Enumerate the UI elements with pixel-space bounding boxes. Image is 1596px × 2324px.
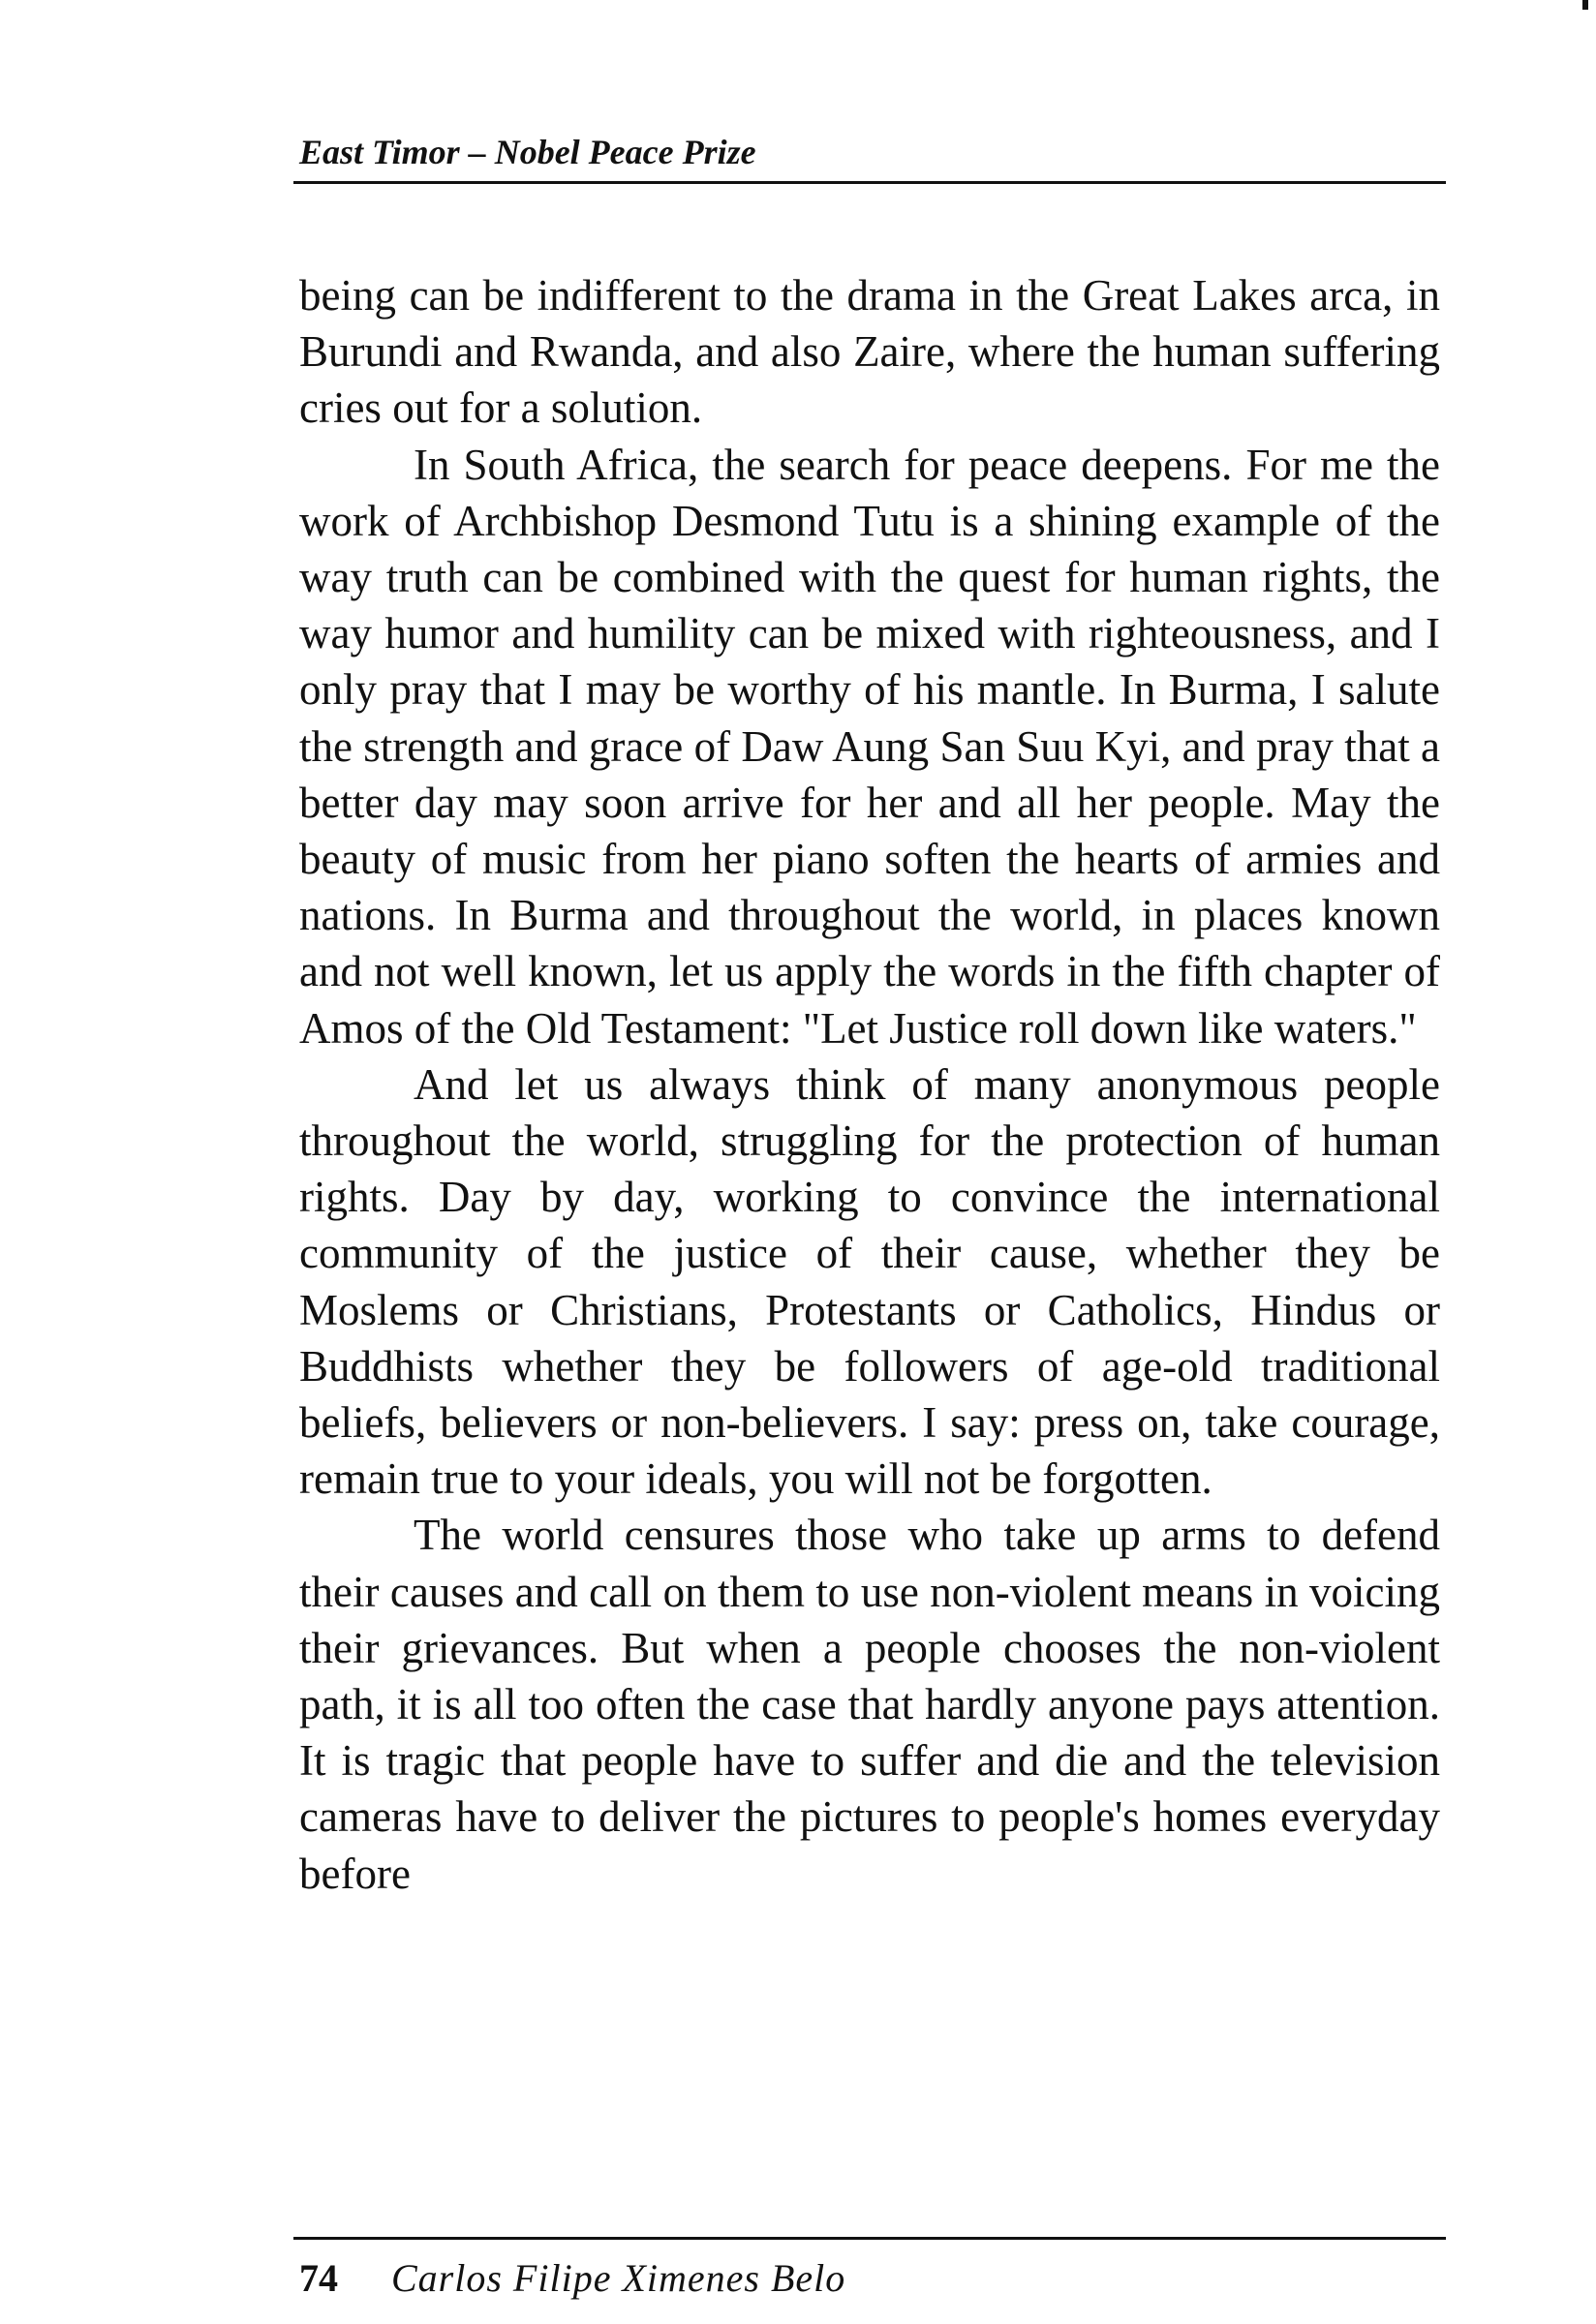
- author-name: Carlos Filipe Ximenes Belo: [391, 2256, 846, 2300]
- paragraph-2: In South Africa, the search for peace deepens. For me the work of Archbishop Desmond Tutu is a shining example of the way truth can be combined with the quest for human rights, the way humor and humility can be mixed with righteousness, and I only pray that I may be worthy of his mantle. In Burma, I salute the strength and grace of Daw Aung San Suu Kyi, and pray that a better day may soon arrive for her and all her people. May the beauty of music from her piano soften the hearts of armies and nations. In Burma and throughout the world, in places known and not well known, let us apply the words in the fifth chapter of Amos of the Old Testament: "Let Justice roll down like waters.": [299, 440, 1440, 1053]
- page-number: 74: [299, 2256, 338, 2300]
- paragraph-4: The world censures those who take up arms to defend their causes and call on them to use non-violent means in voicing their grievances. But when a people chooses the non-violent path, it is all too often the case that hardly anyone pays attention. It is tragic that people have to suffer and die and the television cameras have to deliver the pictures to people's homes everyday before: [299, 1511, 1440, 1898]
- body-text: [299, 267, 1440, 1902]
- footer-rule: [293, 2237, 1446, 2240]
- paragraph-3: And let us always think of many anonymous people throughout the world, struggling for the protection of human rights. Day by day, working to convince the international community of the justice of their cause, whether they be Moslems or Christians, Protestants or Catholics, Hindus or Buddhists whether they be followers of age-old traditional beliefs, believers or non-believers. I say: press on, take courage, remain true to your ideals, you will not be forgotten.: [299, 1059, 1440, 1504]
- running-header: East Timor – Nobel Peace Prize: [299, 133, 756, 171]
- paragraph-1: being can be indifferent to the drama in the Great Lakes arca, in Burundi and Rwanda, and also Zaire, where the human suffering cries out for a solution.: [299, 271, 1440, 433]
- header-rule: [293, 181, 1446, 184]
- page-footer: [299, 2251, 845, 2306]
- scan-mark: [1582, 0, 1588, 10]
